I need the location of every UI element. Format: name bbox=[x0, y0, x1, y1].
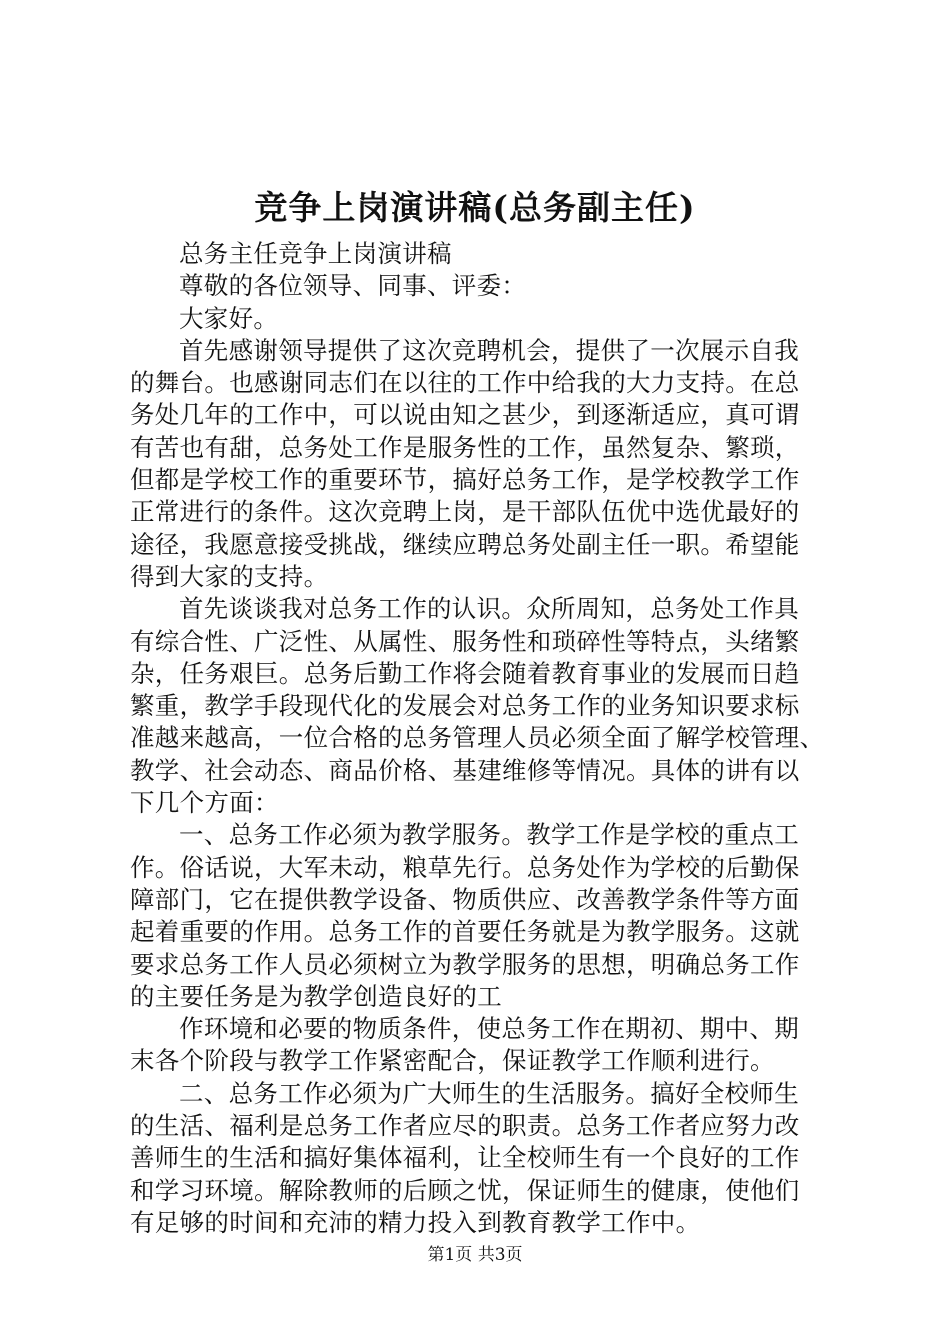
page-footer: 第1页 共3页 bbox=[427, 1245, 523, 1265]
text-line: 作环境和必要的物质条件，使总务工作在期初、期中、期 bbox=[179, 1014, 799, 1044]
text-line: 总务主任竞争上岗演讲稿 bbox=[179, 239, 452, 268]
text-line: 的主要任务是为教学创造良好的工 bbox=[130, 981, 502, 1011]
text-line: 繁重，教学手段现代化的发展会对总务工作的业务知识要求标 bbox=[130, 691, 800, 721]
document-body bbox=[130, 238, 850, 1239]
text-line: 作。俗话说，大军未动，粮草先行。总务处作为学校的后勤保 bbox=[130, 852, 800, 882]
text-line: 有综合性、广泛性、从属性、服务性和琐碎性等特点，头绪繁 bbox=[130, 626, 800, 656]
text-line: 末各个阶段与教学工作紧密配合，保证教学工作顺利进行。 bbox=[130, 1046, 775, 1076]
text-line: 一、总务工作必须为教学服务。教学工作是学校的重点工 bbox=[179, 820, 799, 850]
text-line: 的舞台。也感谢同志们在以往的工作中给我的大力支持。在总 bbox=[130, 368, 800, 398]
text-line: 下几个方面： bbox=[130, 788, 279, 818]
text-line: 二、总务工作必须为广大师生的生活服务。搞好全校师生 bbox=[179, 1078, 799, 1108]
text-line: 得到大家的支持。 bbox=[130, 561, 329, 591]
text-line: 尊敬的各位领导、同事、评委： bbox=[179, 271, 527, 301]
text-line: 有苦也有甜，总务处工作是服务性的工作，虽然复杂、繁琐， bbox=[130, 432, 800, 462]
text-line: 要求总务工作人员必须树立为教学服务的思想，明确总务工作 bbox=[130, 949, 800, 979]
text-line: 善师生的生活和搞好集体福利，让全校师生有一个良好的工作 bbox=[130, 1143, 800, 1173]
text-line: 起着重要的作用。总务工作的首要任务就是为教学服务。这就 bbox=[130, 917, 800, 947]
text-line: 途径，我愿意接受挑战，继续应聘总务处副主任一职。希望能 bbox=[130, 529, 800, 559]
text-line: 有足够的时间和充沛的精力投入到教育教学工作中。 bbox=[130, 1207, 701, 1237]
text-line: 障部门，它在提供教学设备、物质供应、改善教学条件等方面 bbox=[130, 884, 800, 914]
text-line: 正常进行的条件。这次竞聘上岗，是干部队伍优中选优最好的 bbox=[130, 497, 800, 527]
text-line: 杂，任务艰巨。总务后勤工作将会随着教育事业的发展而日趋 bbox=[130, 658, 800, 688]
text-line: 首先感谢领导提供了这次竞聘机会，提供了一次展示自我 bbox=[179, 335, 799, 365]
text-line: 的生活、福利是总务工作者应尽的职责。总务工作者应努力改 bbox=[130, 1111, 800, 1141]
text-line: 大家好。 bbox=[179, 303, 279, 333]
text-line: 务处几年的工作中，可以说由知之甚少，到逐渐适应，真可谓 bbox=[130, 400, 800, 430]
text-line: 准越来越高，一位合格的总务管理人员必须全面了解学校管理、 bbox=[130, 723, 825, 753]
text-line: 教学、社会动态、商品价格、基建维修等情况。具体的讲有以 bbox=[130, 755, 800, 785]
text-line: 首先谈谈我对总务工作的认识。众所周知，总务处工作具 bbox=[179, 594, 799, 624]
text-line: 和学习环境。解除教师的后顾之忧，保证师生的健康，使他们 bbox=[130, 1175, 800, 1205]
document-title: 竞争上岗演讲稿(总务副主任) bbox=[254, 188, 696, 227]
text-line: 但都是学校工作的重要环节，搞好总务工作，是学校教学工作 bbox=[130, 465, 800, 495]
